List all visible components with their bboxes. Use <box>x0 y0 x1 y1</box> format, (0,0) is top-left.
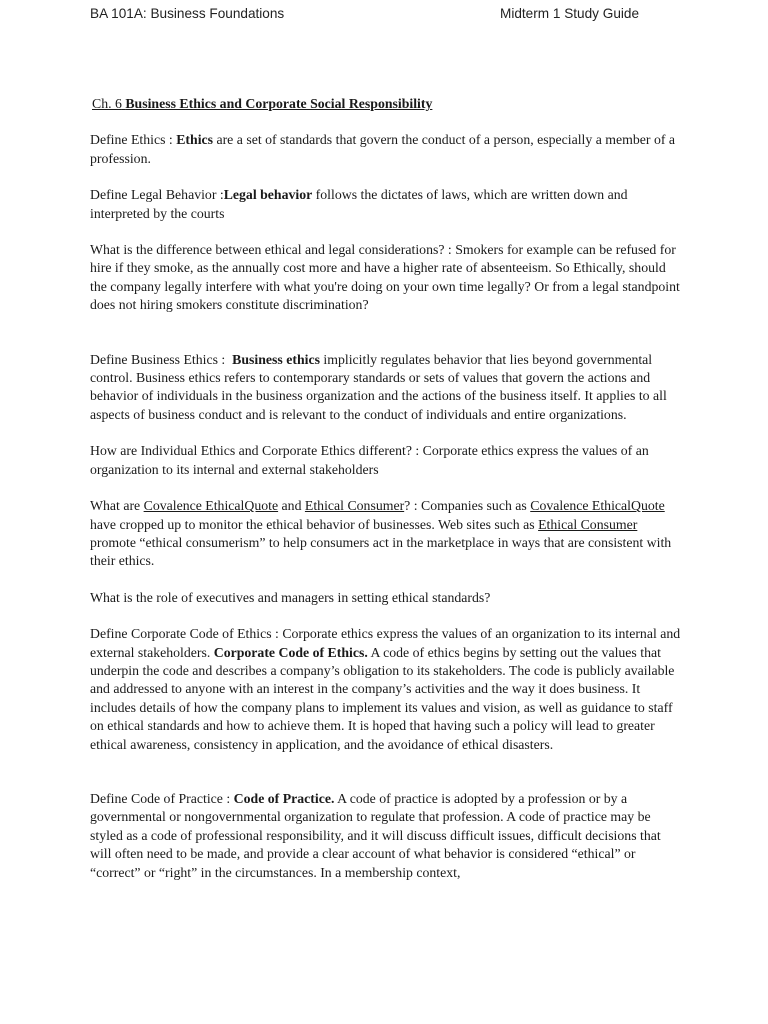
question-prompt: Define Code of Practice : <box>90 790 234 806</box>
question-prompt: Define Business Ethics : <box>90 351 233 367</box>
question-prompt: Define Corporate Code of Ethics : Corporate ethics express the values of an organization to its internal and external stakeholders. <box>90 626 681 660</box>
answer-text: A code of practice is adopted by a profession or by a governmental or nongovernmental organization to regulate that profession. A code of practice may be styled as a code of professional responsibility, and it will discuss difficult issues, difficult decisions that will often need to be made, and provide a clear account of what behavior is considered “ethical” or “correct” or “right” in the circumstances. In a membership context, <box>90 790 661 880</box>
chapter-title: Business Ethics and Corporate Social Responsibility <box>125 96 433 111</box>
paragraph-ethical-vs-legal: What is the difference between ethical and legal considerations? : Smokers for example can be refused for hire if they smoke, as the annually cost more and have a higher rate of absenteeism. So Ethically, should the company legally interfere with what you're doing on your own time legally? Or from a legal standpoint does not hiring smokers constitute discrimination? <box>90 242 680 313</box>
term-bold: Corporate Code of Ethics. <box>213 644 368 660</box>
term-bold: Legal behavior <box>223 187 313 203</box>
answer-text: promote “ethical consumerism” to help consumers act in the marketplace in ways that are consistent with their ethics. <box>90 534 672 569</box>
link-ethical-consumer[interactable]: Ethical Consumer <box>538 516 638 532</box>
term-bold: Ethics <box>176 132 214 148</box>
document-title: Midterm 1 Study Guide <box>500 6 640 21</box>
paragraph-individual-vs-corporate: How are Individual Ethics and Corporate Ethics different? : Corporate ethics express the values of an organization to its internal and external stakeholders <box>90 443 649 477</box>
link-covalence-ethicalquote[interactable]: Covalence EthicalQuote <box>530 498 665 514</box>
page-header <box>90 6 678 26</box>
document-body <box>90 95 682 882</box>
answer-text: A code of ethics begins by setting out the values that underpin the code and describes a company’s obligation to its stakeholders. The code is publicly available and addressed to anyone with an interest in the company’s activities and the way it does business. It includes details of how the company plans to implement its values and vision, as well as guidance to staff on ethical standards and how to achieve them. It is hoped that having such a policy will lead to greater ethical awareness, consistency in application, and the avoidance of ethical disasters. <box>90 644 675 752</box>
answer-text: are a set of standards that govern the conduct of a person, especially a member of a profession. <box>90 132 676 166</box>
question-prompt: What are <box>90 498 144 514</box>
answer-text: follows the dictates of laws, which are written down and interpreted by the courts <box>90 187 628 221</box>
question-prompt: Define Legal Behavior : <box>90 187 224 203</box>
paragraph-define-code-of-ethics <box>90 625 682 754</box>
connector-text: and <box>278 498 305 514</box>
question-prompt: Define Ethics : <box>90 132 177 148</box>
link-covalence-ethicalquote[interactable]: Covalence EthicalQuote <box>143 498 279 514</box>
paragraph-define-code-of-practice <box>90 790 682 882</box>
term-bold: Code of Practice. <box>233 790 335 806</box>
question-end: ? : Companies such as <box>404 498 531 514</box>
answer-text: have cropped up to monitor the ethical behavior of businesses. Web sites such as <box>90 516 539 532</box>
course-title: BA 101A: Business Foundations <box>90 6 285 21</box>
chapter-number: Ch. 6 <box>92 96 122 111</box>
paragraph-define-ethics <box>90 131 682 168</box>
paragraph-define-legal-behavior <box>90 186 682 223</box>
paragraph-define-business-ethics <box>90 351 682 425</box>
chapter-heading <box>90 95 682 113</box>
link-ethical-consumer[interactable]: Ethical Consumer <box>304 498 405 514</box>
paragraph-role-of-executives: What is the role of executives and managers in setting ethical standards? <box>90 589 491 605</box>
answer-text: implicitly regulates behavior that lies beyond governmental control. Business ethics refers to contemporary standards or sets of values that govern the actions and behavior of individuals in the business organization and the actions of the business itself. It applies to all aspects of business conduct and is relevant to the conduct of individuals and entire organizations. <box>90 351 667 422</box>
term-bold: Business ethics <box>232 351 320 367</box>
paragraph-covalence <box>90 497 682 571</box>
